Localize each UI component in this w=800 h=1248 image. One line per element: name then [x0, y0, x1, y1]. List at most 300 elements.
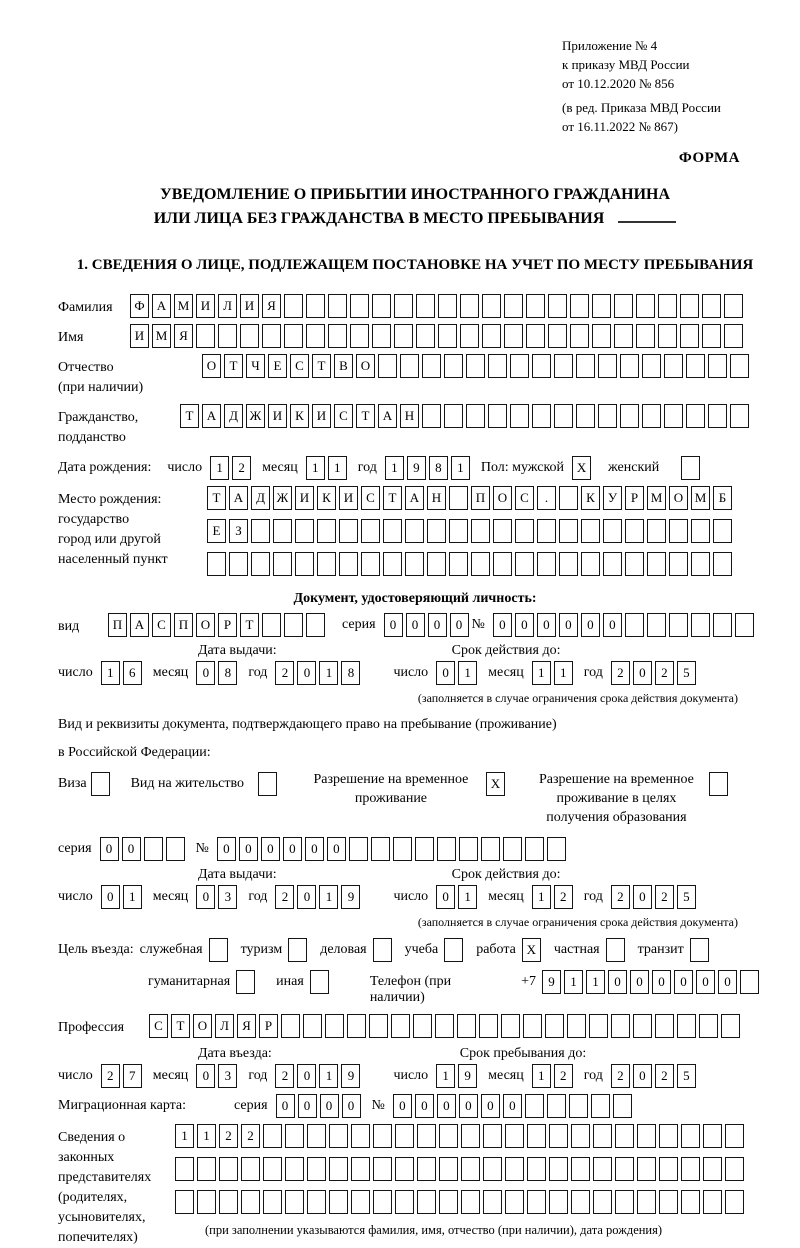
form-cell[interactable]: Н [427, 486, 446, 510]
form-cell[interactable] [549, 1157, 568, 1181]
form-cell[interactable] [527, 1157, 546, 1181]
form-cell[interactable]: Ф [130, 294, 149, 318]
form-cell[interactable]: П [471, 486, 490, 510]
form-cell[interactable] [655, 1014, 674, 1038]
form-cell[interactable] [559, 486, 578, 510]
form-cell[interactable]: У [603, 486, 622, 510]
form-cell[interactable]: 0 [283, 837, 302, 861]
form-cell[interactable] [488, 404, 507, 428]
form-cell[interactable] [395, 1157, 414, 1181]
form-cell[interactable]: Д [251, 486, 270, 510]
form-cell[interactable]: 0 [196, 1064, 215, 1088]
form-cell[interactable] [307, 1190, 326, 1214]
form-cell[interactable] [317, 519, 336, 543]
form-cell[interactable] [637, 1157, 656, 1181]
form-cell[interactable] [413, 1014, 432, 1038]
form-cell[interactable] [713, 552, 732, 576]
form-cell[interactable] [240, 324, 259, 348]
form-cell[interactable] [567, 1014, 586, 1038]
form-cell[interactable]: 0 [537, 613, 556, 637]
form-cell[interactable]: С [334, 404, 353, 428]
form-cell[interactable] [548, 294, 567, 318]
form-cell[interactable] [219, 1190, 238, 1214]
form-cell[interactable] [373, 1157, 392, 1181]
form-cell[interactable]: 0 [276, 1094, 295, 1118]
form-cell[interactable] [393, 837, 412, 861]
form-cell[interactable]: 1 [532, 1064, 551, 1088]
form-cell[interactable] [459, 837, 478, 861]
form-cell[interactable] [306, 324, 325, 348]
form-cell[interactable] [664, 404, 683, 428]
form-cell[interactable] [373, 1190, 392, 1214]
form-cell[interactable] [505, 1124, 524, 1148]
form-cell[interactable]: 1 [451, 456, 470, 480]
form-cell[interactable] [394, 324, 413, 348]
form-cell[interactable] [416, 324, 435, 348]
form-cell[interactable]: К [317, 486, 336, 510]
form-cell[interactable]: Т [240, 613, 259, 637]
form-cell[interactable] [708, 404, 727, 428]
form-cell[interactable] [207, 552, 226, 576]
form-cell[interactable]: 0 [633, 885, 652, 909]
form-cell[interactable]: 0 [436, 661, 455, 685]
form-cell[interactable] [620, 354, 639, 378]
form-cell[interactable]: 0 [459, 1094, 478, 1118]
form-cell[interactable]: 0 [450, 613, 469, 637]
form-cell[interactable] [681, 1190, 700, 1214]
form-cell[interactable]: 0 [581, 613, 600, 637]
form-cell[interactable] [669, 552, 688, 576]
form-cell[interactable] [427, 519, 446, 543]
form-cell[interactable]: 9 [341, 885, 360, 909]
form-cell[interactable] [461, 1124, 480, 1148]
form-cell[interactable] [526, 294, 545, 318]
form-cell[interactable]: X [572, 456, 591, 480]
form-cell[interactable] [677, 1014, 696, 1038]
form-cell[interactable]: 1 [532, 885, 551, 909]
form-cell[interactable] [699, 1014, 718, 1038]
form-cell[interactable] [285, 1190, 304, 1214]
form-cell[interactable] [581, 552, 600, 576]
form-cell[interactable] [328, 294, 347, 318]
form-cell[interactable] [439, 1190, 458, 1214]
form-cell[interactable] [350, 294, 369, 318]
form-cell[interactable]: 0 [515, 613, 534, 637]
form-cell[interactable] [537, 552, 556, 576]
form-cell[interactable]: . [537, 486, 556, 510]
form-cell[interactable]: 0 [608, 970, 627, 994]
form-cell[interactable] [614, 294, 633, 318]
form-cell[interactable]: С [290, 354, 309, 378]
form-cell[interactable] [405, 519, 424, 543]
form-cell[interactable]: 2 [241, 1124, 260, 1148]
form-cell[interactable] [592, 324, 611, 348]
form-cell[interactable] [438, 324, 457, 348]
form-cell[interactable] [460, 324, 479, 348]
form-cell[interactable] [439, 1124, 458, 1148]
form-cell[interactable] [702, 324, 721, 348]
form-cell[interactable] [581, 519, 600, 543]
form-cell[interactable]: И [312, 404, 331, 428]
form-cell[interactable]: 0 [217, 837, 236, 861]
form-cell[interactable] [483, 1157, 502, 1181]
form-cell[interactable] [329, 1124, 348, 1148]
form-cell[interactable] [166, 837, 185, 861]
form-cell[interactable] [325, 1014, 344, 1038]
form-cell[interactable] [570, 294, 589, 318]
form-cell[interactable] [372, 324, 391, 348]
form-cell[interactable]: Л [215, 1014, 234, 1038]
form-cell[interactable] [482, 294, 501, 318]
form-cell[interactable]: М [691, 486, 710, 510]
form-cell[interactable]: Л [218, 294, 237, 318]
form-cell[interactable] [284, 294, 303, 318]
form-cell[interactable]: И [196, 294, 215, 318]
form-cell[interactable] [329, 1157, 348, 1181]
form-cell[interactable] [241, 1190, 260, 1214]
form-cell[interactable] [483, 1124, 502, 1148]
form-cell[interactable]: 6 [123, 661, 142, 685]
form-cell[interactable]: X [522, 938, 541, 962]
form-cell[interactable]: А [405, 486, 424, 510]
form-cell[interactable] [303, 1014, 322, 1038]
form-cell[interactable]: 1 [385, 456, 404, 480]
form-cell[interactable]: 0 [406, 613, 425, 637]
form-cell[interactable] [549, 1124, 568, 1148]
form-cell[interactable] [229, 552, 248, 576]
form-cell[interactable] [310, 970, 329, 994]
form-cell[interactable] [615, 1124, 634, 1148]
form-cell[interactable] [415, 837, 434, 861]
form-cell[interactable] [625, 613, 644, 637]
form-cell[interactable] [405, 552, 424, 576]
form-cell[interactable]: 1 [328, 456, 347, 480]
form-cell[interactable]: И [268, 404, 287, 428]
form-cell[interactable] [306, 613, 325, 637]
form-cell[interactable] [691, 613, 710, 637]
form-cell[interactable] [371, 837, 390, 861]
form-cell[interactable]: 0 [297, 885, 316, 909]
form-cell[interactable]: 0 [196, 661, 215, 685]
form-cell[interactable] [482, 324, 501, 348]
form-cell[interactable] [537, 519, 556, 543]
form-cell[interactable] [391, 1014, 410, 1038]
form-cell[interactable] [351, 1190, 370, 1214]
form-cell[interactable] [373, 1124, 392, 1148]
form-cell[interactable]: О [493, 486, 512, 510]
form-cell[interactable]: М [647, 486, 666, 510]
form-cell[interactable]: Т [171, 1014, 190, 1038]
form-cell[interactable] [681, 456, 700, 480]
form-cell[interactable] [209, 938, 228, 962]
form-cell[interactable] [613, 1094, 632, 1118]
form-cell[interactable] [658, 294, 677, 318]
form-cell[interactable]: 1 [532, 661, 551, 685]
form-cell[interactable]: 0 [298, 1094, 317, 1118]
form-cell[interactable] [175, 1157, 194, 1181]
form-cell[interactable] [658, 324, 677, 348]
form-cell[interactable] [603, 552, 622, 576]
form-cell[interactable] [241, 1157, 260, 1181]
form-cell[interactable] [400, 354, 419, 378]
form-cell[interactable]: 0 [393, 1094, 412, 1118]
form-cell[interactable] [611, 1014, 630, 1038]
form-cell[interactable] [481, 837, 500, 861]
form-cell[interactable] [510, 354, 529, 378]
form-cell[interactable] [548, 324, 567, 348]
form-cell[interactable] [395, 1190, 414, 1214]
form-cell[interactable]: 1 [101, 661, 120, 685]
form-cell[interactable] [523, 1014, 542, 1038]
form-cell[interactable] [525, 1094, 544, 1118]
form-cell[interactable] [439, 1157, 458, 1181]
form-cell[interactable]: 1 [306, 456, 325, 480]
form-cell[interactable]: Т [383, 486, 402, 510]
form-cell[interactable] [144, 837, 163, 861]
form-cell[interactable]: Т [312, 354, 331, 378]
form-cell[interactable] [395, 1124, 414, 1148]
form-cell[interactable] [559, 552, 578, 576]
form-cell[interactable] [284, 324, 303, 348]
form-cell[interactable] [724, 294, 743, 318]
form-cell[interactable] [197, 1157, 216, 1181]
form-cell[interactable]: 0 [415, 1094, 434, 1118]
form-cell[interactable] [620, 404, 639, 428]
form-cell[interactable]: А [202, 404, 221, 428]
form-cell[interactable]: 1 [436, 1064, 455, 1088]
form-cell[interactable] [501, 1014, 520, 1038]
form-cell[interactable] [571, 1157, 590, 1181]
form-cell[interactable] [703, 1157, 722, 1181]
form-cell[interactable]: 1 [210, 456, 229, 480]
form-cell[interactable] [295, 552, 314, 576]
form-cell[interactable] [466, 354, 485, 378]
form-cell[interactable]: С [152, 613, 171, 637]
form-cell[interactable]: 9 [542, 970, 561, 994]
form-cell[interactable] [659, 1190, 678, 1214]
form-cell[interactable]: 0 [493, 613, 512, 637]
form-cell[interactable]: 2 [101, 1064, 120, 1088]
form-cell[interactable]: 5 [677, 885, 696, 909]
form-cell[interactable]: 1 [319, 885, 338, 909]
form-cell[interactable] [740, 970, 759, 994]
form-cell[interactable] [532, 404, 551, 428]
form-cell[interactable]: 0 [101, 885, 120, 909]
form-cell[interactable] [91, 772, 110, 796]
form-cell[interactable]: 1 [175, 1124, 194, 1148]
form-cell[interactable]: Ж [273, 486, 292, 510]
form-cell[interactable]: Е [268, 354, 287, 378]
form-cell[interactable] [680, 294, 699, 318]
form-cell[interactable] [307, 1124, 326, 1148]
form-cell[interactable]: Т [224, 354, 243, 378]
form-cell[interactable] [373, 938, 392, 962]
form-cell[interactable]: 0 [633, 1064, 652, 1088]
form-cell[interactable]: 2 [655, 885, 674, 909]
form-cell[interactable]: Т [180, 404, 199, 428]
form-cell[interactable] [589, 1014, 608, 1038]
form-cell[interactable] [306, 294, 325, 318]
form-cell[interactable]: 2 [232, 456, 251, 480]
form-cell[interactable] [479, 1014, 498, 1038]
form-cell[interactable] [284, 613, 303, 637]
form-cell[interactable]: 7 [123, 1064, 142, 1088]
form-cell[interactable] [438, 294, 457, 318]
form-cell[interactable] [383, 552, 402, 576]
form-cell[interactable] [339, 552, 358, 576]
form-cell[interactable] [295, 519, 314, 543]
form-cell[interactable] [593, 1124, 612, 1148]
form-cell[interactable]: О [193, 1014, 212, 1038]
form-cell[interactable] [527, 1190, 546, 1214]
form-cell[interactable] [417, 1124, 436, 1148]
form-cell[interactable] [642, 404, 661, 428]
form-cell[interactable]: М [152, 324, 171, 348]
form-cell[interactable] [713, 613, 732, 637]
form-cell[interactable] [633, 1014, 652, 1038]
form-cell[interactable]: 0 [305, 837, 324, 861]
form-cell[interactable] [349, 837, 368, 861]
form-cell[interactable]: 0 [100, 837, 119, 861]
form-cell[interactable] [449, 552, 468, 576]
form-cell[interactable]: 0 [559, 613, 578, 637]
form-cell[interactable]: В [334, 354, 353, 378]
form-cell[interactable] [549, 1190, 568, 1214]
form-cell[interactable]: Я [262, 294, 281, 318]
form-cell[interactable] [730, 404, 749, 428]
form-cell[interactable] [504, 294, 523, 318]
form-cell[interactable]: А [229, 486, 248, 510]
form-cell[interactable] [547, 1094, 566, 1118]
form-cell[interactable] [449, 519, 468, 543]
form-cell[interactable]: Р [259, 1014, 278, 1038]
form-cell[interactable]: С [515, 486, 534, 510]
form-cell[interactable] [681, 1124, 700, 1148]
form-cell[interactable] [461, 1190, 480, 1214]
form-cell[interactable]: 0 [261, 837, 280, 861]
form-cell[interactable]: 1 [458, 885, 477, 909]
form-cell[interactable] [691, 552, 710, 576]
form-cell[interactable] [571, 1124, 590, 1148]
form-cell[interactable]: 9 [407, 456, 426, 480]
form-cell[interactable]: 1 [586, 970, 605, 994]
form-cell[interactable]: 0 [503, 1094, 522, 1118]
form-cell[interactable]: Т [207, 486, 226, 510]
form-cell[interactable]: 8 [218, 661, 237, 685]
form-cell[interactable] [466, 404, 485, 428]
form-cell[interactable] [378, 354, 397, 378]
form-cell[interactable] [339, 519, 358, 543]
form-cell[interactable]: 3 [218, 885, 237, 909]
form-cell[interactable] [702, 294, 721, 318]
form-cell[interactable]: 0 [239, 837, 258, 861]
form-cell[interactable] [197, 1190, 216, 1214]
form-cell[interactable] [483, 1190, 502, 1214]
form-cell[interactable] [435, 1014, 454, 1038]
form-cell[interactable] [686, 354, 705, 378]
form-cell[interactable] [713, 519, 732, 543]
form-cell[interactable]: К [290, 404, 309, 428]
form-cell[interactable] [598, 354, 617, 378]
form-cell[interactable] [493, 519, 512, 543]
form-cell[interactable] [721, 1014, 740, 1038]
form-cell[interactable]: 2 [655, 1064, 674, 1088]
form-cell[interactable] [196, 324, 215, 348]
form-cell[interactable] [416, 294, 435, 318]
form-cell[interactable] [591, 1094, 610, 1118]
form-cell[interactable] [625, 552, 644, 576]
form-cell[interactable] [273, 552, 292, 576]
form-cell[interactable] [532, 354, 551, 378]
form-cell[interactable]: С [361, 486, 380, 510]
form-cell[interactable]: 0 [652, 970, 671, 994]
form-cell[interactable]: 0 [633, 661, 652, 685]
form-cell[interactable] [669, 519, 688, 543]
form-cell[interactable] [461, 1157, 480, 1181]
form-cell[interactable] [592, 294, 611, 318]
form-cell[interactable] [680, 324, 699, 348]
form-cell[interactable] [285, 1157, 304, 1181]
form-cell[interactable]: 0 [428, 613, 447, 637]
form-cell[interactable]: 0 [481, 1094, 500, 1118]
form-cell[interactable] [615, 1157, 634, 1181]
form-cell[interactable] [510, 404, 529, 428]
form-cell[interactable]: А [378, 404, 397, 428]
form-cell[interactable] [505, 1190, 524, 1214]
form-cell[interactable] [471, 519, 490, 543]
form-cell[interactable]: 5 [677, 1064, 696, 1088]
form-cell[interactable] [642, 354, 661, 378]
form-cell[interactable]: 1 [554, 661, 573, 685]
form-cell[interactable]: 0 [436, 885, 455, 909]
form-cell[interactable] [417, 1190, 436, 1214]
form-cell[interactable] [251, 552, 270, 576]
form-cell[interactable] [576, 404, 595, 428]
form-cell[interactable] [724, 324, 743, 348]
form-cell[interactable]: Р [218, 613, 237, 637]
form-cell[interactable]: 2 [554, 885, 573, 909]
form-cell[interactable] [615, 1190, 634, 1214]
form-cell[interactable]: 0 [718, 970, 737, 994]
form-cell[interactable]: 2 [275, 1064, 294, 1088]
form-cell[interactable] [703, 1190, 722, 1214]
form-cell[interactable] [449, 486, 468, 510]
form-cell[interactable] [515, 552, 534, 576]
form-cell[interactable]: 1 [458, 661, 477, 685]
form-cell[interactable]: 2 [275, 885, 294, 909]
form-cell[interactable]: 9 [341, 1064, 360, 1088]
form-cell[interactable] [686, 404, 705, 428]
form-cell[interactable] [219, 1157, 238, 1181]
form-cell[interactable] [725, 1124, 744, 1148]
form-cell[interactable] [730, 354, 749, 378]
form-cell[interactable] [251, 519, 270, 543]
form-cell[interactable]: О [669, 486, 688, 510]
form-cell[interactable] [636, 324, 655, 348]
form-cell[interactable]: 1 [564, 970, 583, 994]
form-cell[interactable] [554, 404, 573, 428]
form-cell[interactable] [369, 1014, 388, 1038]
form-cell[interactable]: Ж [246, 404, 265, 428]
form-cell[interactable] [647, 552, 666, 576]
form-cell[interactable] [263, 1124, 282, 1148]
form-cell[interactable] [347, 1014, 366, 1038]
form-cell[interactable] [709, 772, 728, 796]
form-cell[interactable] [350, 324, 369, 348]
form-cell[interactable] [263, 1157, 282, 1181]
form-cell[interactable] [593, 1190, 612, 1214]
form-cell[interactable]: 1 [319, 661, 338, 685]
